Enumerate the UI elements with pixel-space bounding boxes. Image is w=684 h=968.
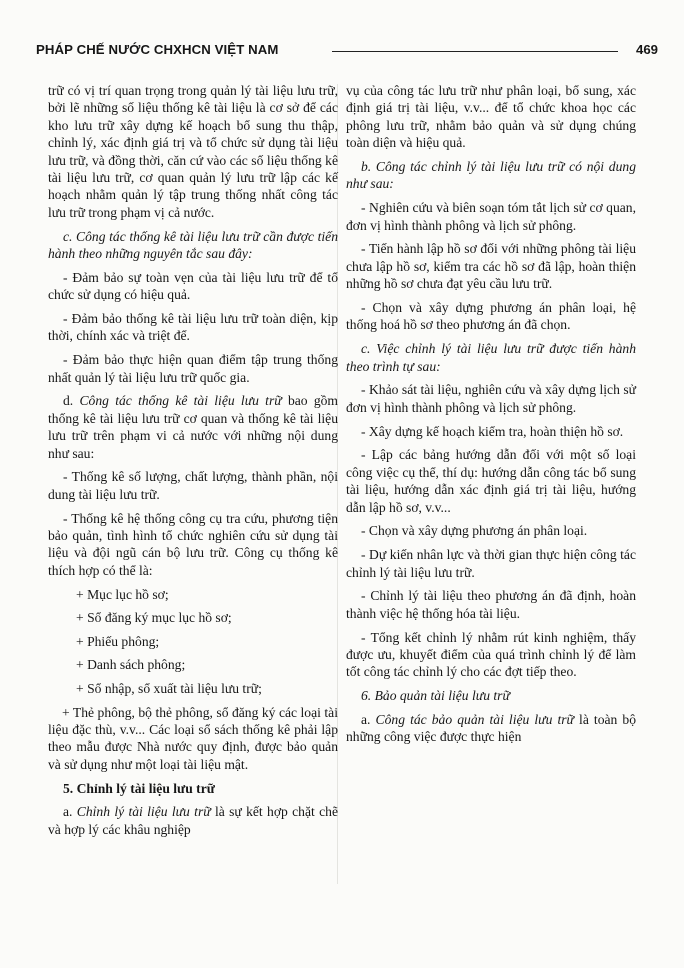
body-text: bao gồm thống kê tài liệu lưu trữ cơ quan và thống kê tài liệu lưu trữ trên phạm vi cả nước với những nội dung như sau: xyxy=(48,393,338,461)
italic-text: Công tác thống kê tài liệu lưu trữ xyxy=(79,393,282,409)
paragraph: - Tiến hành lập hồ sơ đối với những phông tài liệu chưa lập hồ sơ, kiểm tra các hồ sơ đã lập, hoàn thiện những hồ sơ chưa đạt yêu cầu lưu trữ. xyxy=(346,241,636,292)
list-item: + Sổ nhập, sổ xuất tài liệu lưu trữ; xyxy=(76,681,262,697)
body-text: là sự kết hợp chặt chẽ và hợp lý các khâu nghiệp xyxy=(48,804,338,837)
paragraph xyxy=(48,228,338,263)
body-text: là toàn bộ những công việc được thực hiện xyxy=(346,712,637,745)
paragraph: vụ của công tác lưu trữ như phân loại, bổ sung, xác định giá trị tài liệu, v.v... để tổ chức khoa học các phông lưu trữ, nhằm bảo quản và sử dụng chúng toàn diện và hiệu quả. xyxy=(346,83,636,151)
section-heading: 5. Chỉnh lý tài liệu lưu trữ xyxy=(63,780,215,796)
list-item: + Phiếu phông; xyxy=(76,633,160,649)
page-header xyxy=(36,40,660,60)
paragraph: - Đảm bảo sự toàn vẹn của tài liệu lưu trữ để tổ chức sử dụng có hiệu quả. xyxy=(48,269,338,303)
section-letter: d. xyxy=(63,393,74,409)
paragraph xyxy=(346,158,636,193)
right-column xyxy=(346,82,636,752)
paragraph xyxy=(48,803,338,838)
list-item: + Mục lục hồ sơ; xyxy=(76,586,169,602)
header-rule xyxy=(332,51,618,52)
list-item: + Sổ đăng ký mục lục hồ sơ; xyxy=(76,610,232,626)
section-letter: a. xyxy=(361,712,371,728)
paragraph: - Thống kê số lượng, chất lượng, thành phần, nội dung tài liệu lưu trữ. xyxy=(48,469,338,502)
paragraph: - Nghiên cứu và biên soạn tóm tắt lịch sử cơ quan, đơn vị hình thành phông và lịch sử phông. xyxy=(346,200,636,233)
section-heading xyxy=(346,687,636,704)
paragraph: - Khảo sát tài liệu, nghiên cứu và xây dựng lịch sử đơn vị hình thành phông và lịch sử phông. xyxy=(346,382,636,415)
paragraph xyxy=(346,340,636,375)
paragraph: trữ có vị trí quan trọng trong quản lý tài liệu lưu trữ, bởi lẽ những số liệu thống kê tài liệu là cơ sở để các kho lưu trữ xây dựng kế hoạch bổ sung thu thập, chỉnh lý, xác định giá trị và tổ chức sử dụng tài liệu lưu trữ, và đồng thời, căn cứ vào các số liệu thống kê tài liệu lưu trữ, cơ quan quản lý lưu trữ lập các kế hoạch nhằm quản lý tập trung thống nhất công tác lưu trữ trong phạm vị cả nước. xyxy=(48,83,338,220)
paragraph: - Đảm bảo thống kê tài liệu lưu trữ toàn diện, kịp thời, chính xác và triệt để. xyxy=(48,311,338,344)
paragraph: + Thẻ phông, bộ thẻ phông, sổ đăng ký các loại tài liệu đặc thù, v.v... Các loại sổ sách thống kê phải lập theo mẫu được Nhà nước quy định, được bảo quản và sử dụng như một loại tài liệu mật. xyxy=(48,704,338,772)
italic-text: 6. Bảo quản tài liệu lưu trữ xyxy=(361,688,510,704)
paragraph: - Xây dựng kế hoạch kiểm tra, hoàn thiện hồ sơ. xyxy=(361,423,624,439)
paragraph: - Đảm bảo thực hiện quan điểm tập trung thống nhất quản lý tài liệu lưu trữ quốc gia. xyxy=(48,352,338,385)
paragraph: - Chọn và xây dựng phương án phân loại. xyxy=(361,523,588,539)
left-column xyxy=(48,82,338,845)
paragraph: - Tổng kết chỉnh lý nhằm rút kinh nghiệm, thấy được ưu, khuyết điểm của quá trình chỉnh lý để làm tốt công tác chỉnh lý cho các đợt tiếp theo. xyxy=(346,629,636,680)
italic-text: Công tác bảo quản tài liệu lưu trữ xyxy=(375,712,574,728)
paragraph: - Chỉnh lý tài liệu theo phương án đã định, hoàn thành việc hệ thống hóa tài liệu. xyxy=(346,588,636,621)
running-title: PHÁP CHẾ NƯỚC CHXHCN VIỆT NAM xyxy=(36,42,279,57)
italic-text: c. Công tác thống kê tài liệu lưu trữ cần được tiến hành theo những nguyên tắc sau đây: xyxy=(48,228,338,262)
paragraph xyxy=(346,711,636,746)
paragraph: - Dự kiến nhân lực và thời gian thực hiện công tác chỉnh lý tài liệu lưu trữ. xyxy=(346,547,636,580)
paragraph: - Chọn và xây dựng phương án phân loại, hệ thống hoá hồ sơ theo phương án đã chọn. xyxy=(346,300,636,333)
paragraph xyxy=(48,392,338,462)
paragraph: - Thống kê hệ thống công cụ tra cứu, phương tiện bảo quản, tình hình tổ chức nghiên cứu sử dụng tài liệu và đội ngũ cán bộ lưu trữ. Công cụ thống kê thích hợp có thể là: xyxy=(48,510,338,578)
italic-text: Chỉnh lý tài liệu lưu trữ xyxy=(76,804,211,820)
italic-text: b. Công tác chỉnh lý tài liệu lưu trữ có nội dung như sau: xyxy=(346,159,636,192)
italic-text: c. Việc chỉnh lý tài liệu lưu trữ được tiến hành theo trình tự sau: xyxy=(346,341,636,374)
section-letter: a. xyxy=(63,804,73,820)
list-item: + Danh sách phông; xyxy=(76,657,186,673)
page-number: 469 xyxy=(635,42,658,57)
paragraph: - Lập các bảng hướng dẫn đối với một số loại công việc cụ thể, thí dụ: hướng dẫn công tác bổ sung tài liệu, hướng dẫn xác định giá trị tài liệu, hướng dẫn lập hồ sơ, v.v... xyxy=(346,447,636,515)
